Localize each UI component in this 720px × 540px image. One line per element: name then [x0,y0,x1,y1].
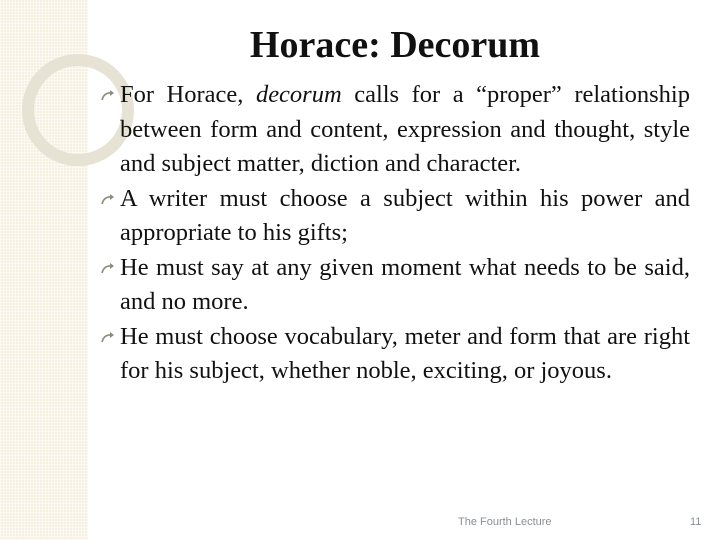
bullet-emphasis: decorum [255,81,342,108]
bullet-text: calls for a “proper” relationship between form and content, expression and thought, style and subject matter, diction and character. [120,81,690,177]
bullet-item [102,78,690,182]
curved-arrow-bullet-icon [100,192,116,208]
page-number: 11 [690,516,702,528]
bullet-item [102,251,690,320]
slide-title: Horace: Decorum [249,24,541,66]
bullet-text: A writer must choose a subject within his power and appropriate to his gifts; [120,184,690,246]
curved-arrow-bullet-icon [100,261,116,277]
bullet-text: He must choose vocabulary, meter and form that are right for his subject, whether noble, exciting, or joyous. [120,322,690,384]
bullet-text: For Horace, [120,81,256,108]
bullet-item [102,182,690,251]
curved-arrow-bullet-icon [100,330,116,346]
bullet-item [102,320,690,389]
curved-arrow-bullet-icon [100,88,116,104]
bullet-list [102,78,690,389]
bullet-text: He must say at any given moment what needs to be said, and no more. [120,253,690,315]
footer-title: The Fourth Lecture [458,516,552,528]
